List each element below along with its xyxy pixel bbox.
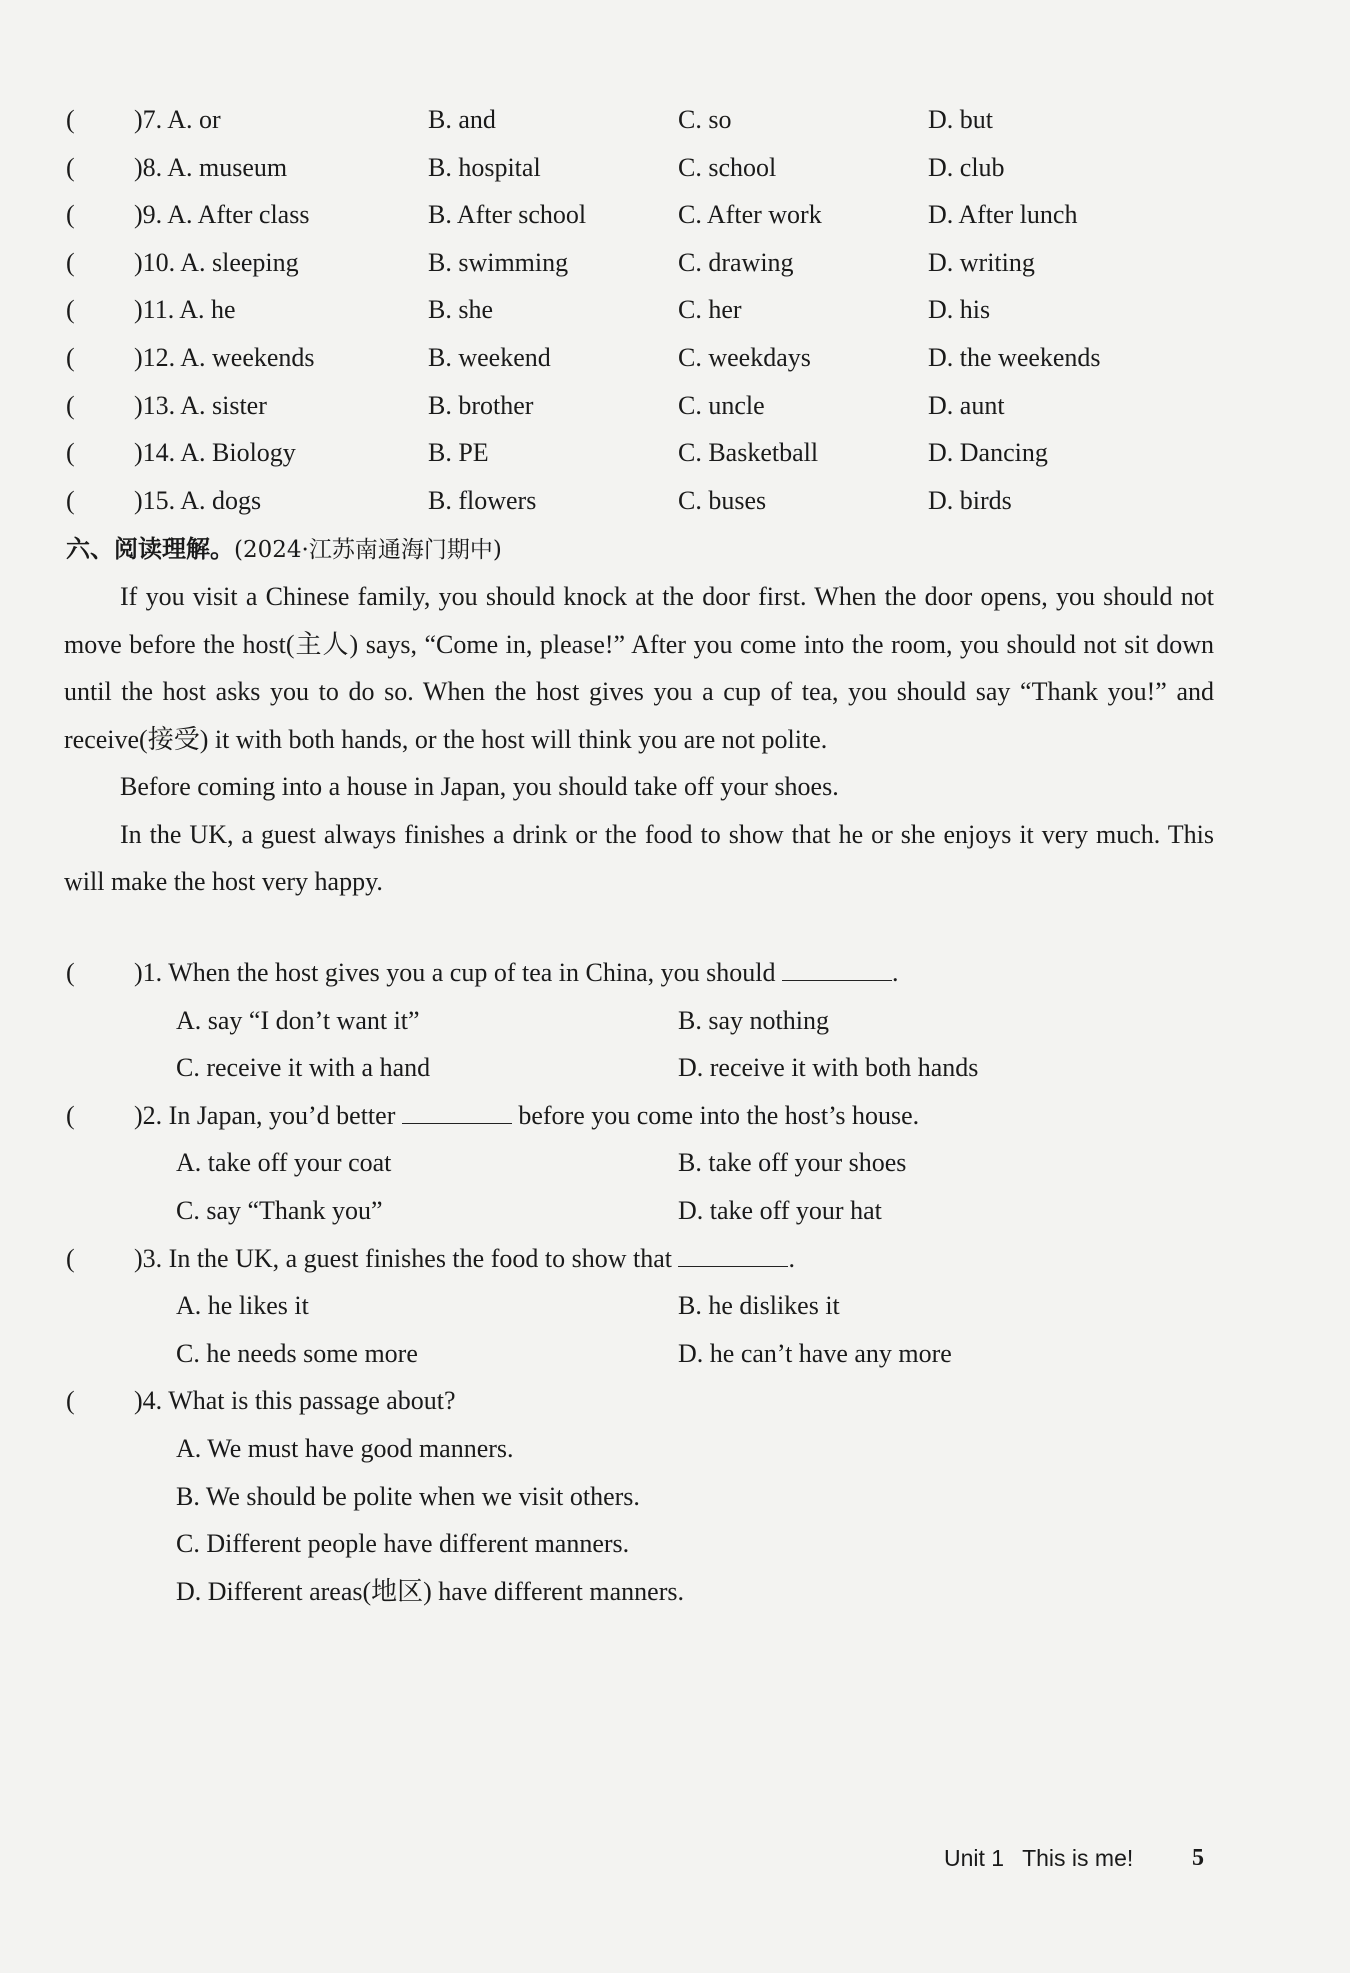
option-c: C. buses — [678, 485, 767, 515]
reading-questions — [66, 953, 1226, 1619]
option-c: C. uncle — [678, 390, 765, 420]
option-b: B. We should be polite when we visit others. — [176, 1481, 640, 1511]
option-d: D. writing — [928, 247, 1035, 277]
option-a: )11. A. he — [134, 295, 236, 325]
section-source: (2024·江苏南通海门期中) — [234, 537, 502, 563]
option-b: B. weekend — [428, 342, 551, 372]
option-row — [66, 1143, 1226, 1191]
reading-passage — [64, 573, 1214, 906]
option-a: )15. A. dogs — [134, 485, 262, 515]
option-b: B. swimming — [428, 247, 569, 277]
option-d: D. Dancing — [928, 438, 1048, 468]
option-b: B. brother — [428, 390, 534, 420]
answer-paren: ( — [66, 958, 75, 987]
stem-end: before you come into the host’s house. — [518, 1100, 920, 1130]
option-d: D. birds — [928, 485, 1012, 515]
option-row — [66, 1334, 1226, 1382]
option-c: C. weekdays — [678, 342, 811, 372]
option-a: )8. A. museum — [134, 152, 288, 182]
option-b: B. hospital — [428, 152, 541, 182]
answer-paren: ( — [66, 342, 75, 372]
page-number: 5 — [1192, 1845, 1204, 1871]
option-c: C. Basketball — [678, 438, 819, 468]
unit-label: Unit 1 — [944, 1845, 1005, 1871]
option-c: C. receive it with a hand — [176, 1053, 431, 1083]
question-text — [134, 1239, 795, 1279]
section-heading — [66, 530, 502, 569]
option-d: D. club — [928, 152, 1005, 182]
answer-paren: ( — [66, 247, 75, 277]
option-d: D. take off your hat — [678, 1195, 882, 1225]
option-d: D. the weekends — [928, 342, 1101, 372]
answer-paren: ( — [66, 1386, 75, 1416]
option-a: )14. A. Biology — [134, 438, 296, 468]
answer-paren: ( — [66, 485, 75, 515]
option-a: )9. A. After class — [134, 200, 310, 230]
option-c: C. say “Thank you” — [176, 1195, 383, 1225]
unit-title: This is me! — [1022, 1845, 1134, 1871]
option-a: A. take off your coat — [176, 1148, 392, 1178]
option-a: A. say “I don’t want it” — [176, 1005, 420, 1035]
answer-blank[interactable] — [402, 1101, 512, 1124]
option-d: D. but — [928, 105, 993, 134]
stem-end: . — [788, 1243, 795, 1273]
option-c: C. After work — [678, 200, 822, 230]
passage-paragraph: If you visit a Chinese family, you should knock at the door first. When the door opens, you should not move before the host(主人) says, “Come in, please!” After you come into the room, you should not sit down until the host asks you to do so. When the host gives you a cup of tea, you should say “Thank you!” and receive(接受) it with both hands, or the host will think you are not polite. — [64, 582, 1214, 754]
question-stem — [66, 1381, 1226, 1429]
option-b: B. and — [428, 105, 496, 134]
option-d: D. After lunch — [928, 200, 1078, 230]
option-b: B. After school — [428, 200, 587, 230]
option-c: C. school — [678, 152, 777, 182]
option-row — [66, 1001, 1226, 1049]
option-b: B. he dislikes it — [678, 1291, 840, 1321]
option-b: B. she — [428, 295, 493, 325]
option-b: B. say nothing — [678, 1005, 829, 1035]
stem-end: . — [891, 958, 899, 987]
page-footer — [944, 1845, 1204, 1872]
option-d: D. Different areas(地区) have different manners. — [176, 1576, 684, 1606]
answer-paren: ( — [66, 200, 75, 230]
answer-paren: ( — [66, 152, 75, 182]
option-row — [66, 1524, 1226, 1572]
option-a: )7. A. or — [134, 105, 221, 134]
option-c: C. so — [678, 105, 732, 134]
stem-text: )1. When the host gives you a cup of tea in China, you should — [134, 958, 776, 987]
stem-text: )2. In Japan, you’d better — [134, 1100, 396, 1130]
answer-paren: ( — [66, 438, 75, 468]
option-a: )10. A. sleeping — [134, 247, 299, 277]
option-row — [66, 1191, 1226, 1239]
option-row — [66, 1572, 1226, 1620]
question-text — [134, 1096, 919, 1136]
option-row — [66, 1286, 1226, 1334]
option-a: A. he likes it — [176, 1291, 309, 1321]
question-stem — [66, 1239, 1226, 1287]
option-c: C. he needs some more — [176, 1338, 418, 1368]
question-stem — [66, 953, 1226, 1001]
answer-paren: ( — [66, 390, 75, 420]
stem-text: )3. In the UK, a guest finishes the food to show that — [134, 1243, 672, 1273]
option-a: A. We must have good manners. — [176, 1433, 514, 1463]
option-d: D. aunt — [928, 390, 1005, 420]
option-row — [66, 1477, 1226, 1525]
option-d: D. his — [928, 295, 991, 325]
answer-paren: ( — [66, 1100, 75, 1130]
option-d: D. he can’t have any more — [678, 1338, 952, 1368]
option-row — [66, 1048, 1226, 1096]
option-d: D. receive it with both hands — [678, 1053, 979, 1083]
answer-blank[interactable] — [782, 958, 892, 981]
option-c: C. her — [678, 295, 742, 325]
question-text — [134, 953, 898, 993]
option-c: C. drawing — [678, 247, 794, 277]
option-c: C. Different people have different manners. — [176, 1529, 630, 1559]
question-stem — [66, 1096, 1226, 1144]
option-b: B. flowers — [428, 485, 537, 515]
answer-paren: ( — [66, 1243, 75, 1273]
answer-paren: ( — [66, 295, 75, 325]
answer-blank[interactable] — [678, 1244, 788, 1267]
option-a: )12. A. weekends — [134, 342, 315, 372]
option-row — [66, 1429, 1226, 1477]
stem-text: )4. What is this passage about? — [134, 1386, 456, 1416]
option-b: B. take off your shoes — [678, 1148, 907, 1178]
option-b: B. PE — [428, 438, 489, 468]
passage-paragraph: Before coming into a house in Japan, you should take off your shoes. — [120, 772, 839, 801]
passage-paragraph: In the UK, a guest always finishes a drink or the food to show that he or she enjoys it very much. This will make the host very happy. — [64, 819, 1214, 896]
section-title: 六、阅读理解。 — [66, 535, 234, 563]
answer-paren: ( — [66, 105, 75, 134]
option-a: )13. A. sister — [134, 390, 267, 420]
